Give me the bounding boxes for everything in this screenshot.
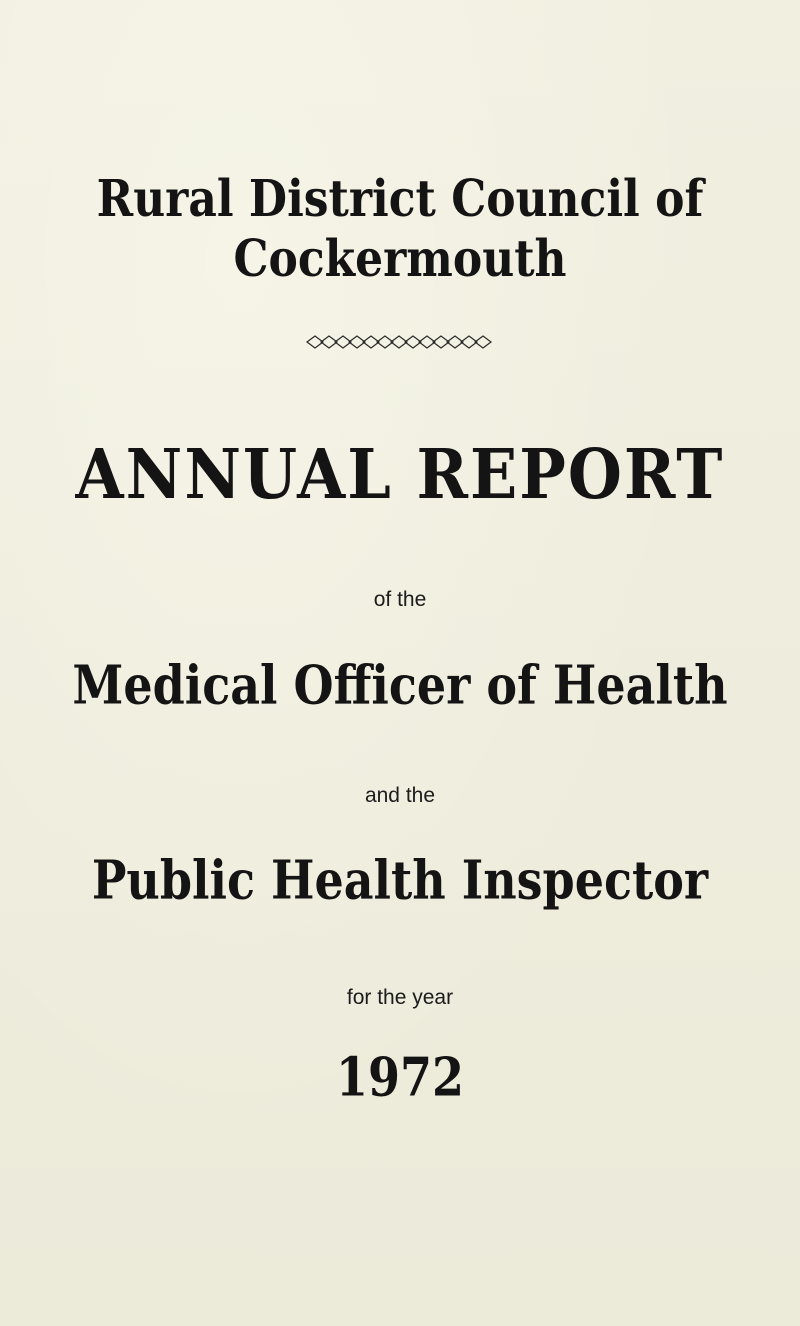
connector-of-the: of the bbox=[373, 588, 427, 611]
report-year: 1972 bbox=[335, 1045, 465, 1109]
officer-title: Medical Officer of Health bbox=[72, 653, 728, 717]
council-name-line-1: Rural District Council of bbox=[96, 170, 704, 229]
inspector-title: Public Health Inspector bbox=[91, 848, 709, 912]
report-title: ANNUAL REPORT bbox=[75, 434, 725, 515]
diamond-chain-ornament-icon bbox=[305, 332, 495, 352]
connector-for-the-year: for the year bbox=[346, 986, 454, 1009]
connector-and-the: and the bbox=[364, 784, 436, 807]
council-name-line-2: Cockermouth bbox=[233, 230, 567, 289]
